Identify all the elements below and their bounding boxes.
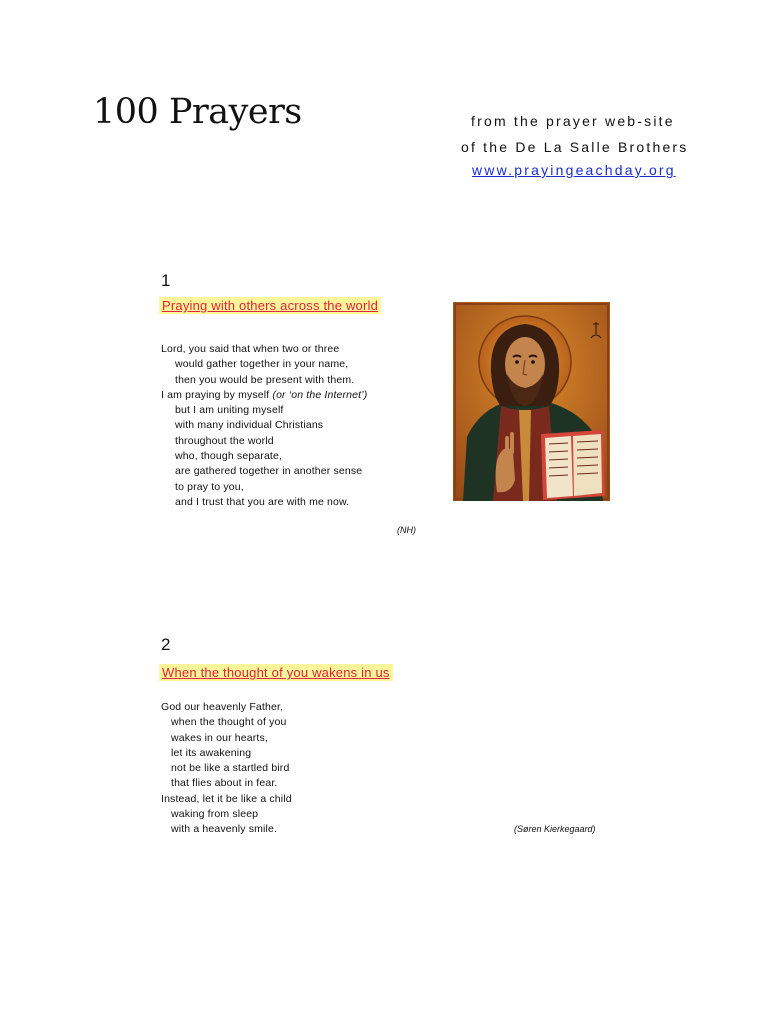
prayer-line-aside: (or ‘on the Internet’) <box>272 388 368 401</box>
prayer-2-credit: (Søren Kierkegaard) <box>514 824 596 834</box>
prayer-line: would gather together in your name, <box>175 358 349 371</box>
prayer-line: and I trust that you are with me now. <box>175 495 350 508</box>
prayer-line: with a heavenly smile. <box>171 823 278 836</box>
prayer-line: waking from sleep <box>171 808 259 821</box>
prayer-2-text <box>161 700 292 838</box>
prayer-line: let its awakening <box>171 746 252 759</box>
prayer-line <box>161 388 367 403</box>
prayer-1-credit: (NH) <box>397 525 416 535</box>
prayer-line: wakes in our hearts, <box>171 731 268 744</box>
prayer-line: Instead, let it be like a child <box>161 792 292 805</box>
prayer-1-heading[interactable]: Praying with others across the world <box>159 297 381 314</box>
prayer-line: when the thought of you <box>171 716 287 729</box>
prayer-line: God our heavenly Father, <box>161 701 284 713</box>
prayer-line: but I am uniting myself <box>175 404 284 417</box>
prayer-line: who, though separate, <box>175 450 283 463</box>
prayer-1-text <box>161 342 367 510</box>
prayer-line: that flies about in fear. <box>171 777 278 790</box>
prayer-line: are gathered together in another sense <box>175 465 363 478</box>
christ-pantocrator-icon <box>453 302 610 501</box>
prayer-2-number: 2 <box>161 635 171 654</box>
prayer-line: Lord, you said that when two or three <box>161 343 340 355</box>
prayer-line: throughout the world <box>175 434 274 447</box>
prayer-1-number: 1 <box>161 271 171 290</box>
prayer-line: with many individual Christians <box>175 419 324 432</box>
header-subtitle-line-2: of the De La Salle Brothers <box>461 139 689 155</box>
prayer-line: not be like a startled bird <box>171 762 290 775</box>
website-link[interactable]: www.prayingeachday.org <box>472 162 676 178</box>
header-subtitle-line-1: from the prayer web-site <box>471 113 675 129</box>
prayer-line-text: I am praying by myself <box>161 388 270 401</box>
prayer-2-heading[interactable]: When the thought of you wakens in us <box>159 664 393 681</box>
page-title: 100 Prayers <box>93 92 302 132</box>
prayer-line: then you would be present with them. <box>175 373 355 386</box>
prayer-line: to pray to you, <box>175 480 244 493</box>
